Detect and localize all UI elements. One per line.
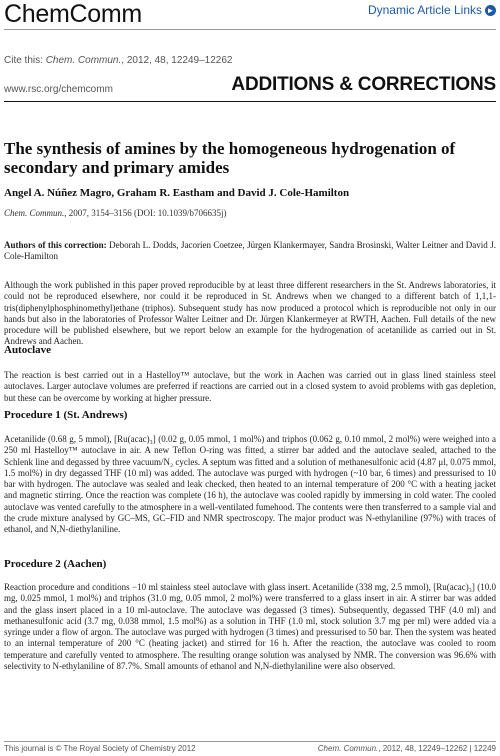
procedure2-heading: Procedure 2 (Aachen) xyxy=(4,558,107,570)
correction-label: Authors of this correction: xyxy=(4,240,107,250)
header-rule xyxy=(4,29,496,30)
journal-name: ChemComm xyxy=(4,0,142,28)
dynamic-article-links[interactable] xyxy=(368,3,496,17)
footer-rule xyxy=(4,741,496,742)
correction-names: Deborah L. Dodds, Jacorien Coetzee, Jürgen Klankermayer, Sandra Brosinski, Walter Leitner and David J. Cole-Hamilton xyxy=(4,240,496,262)
footer-citation xyxy=(318,744,496,753)
forward-arrow-icon[interactable]: ► xyxy=(486,5,495,15)
intro-paragraph: Although the work published in this paper proved reproducible by at least three different researchers in the St. Andrews laboratories, it could not be reproduced elsewhere, nor could it be reproduced in St. Andrews when we changed to a different batch of 1,1,1-tris(diphenylphosphinomethyl)ethane (triphos). Subsequent study has now produced a protocol which is reproducible not only in our hands but also in the laboratories of Professor Walter Leitner and Dr. Jürgen Klankermeyer at RWTH, Aachen. Full details of the new procedure will be published elsewhere, but we report below an example for the hydrogenation of acetanilide as carried out in St. Andrews and Aachen. xyxy=(4,280,496,347)
section-rule xyxy=(4,101,496,102)
dynamic-links-label[interactable]: Dynamic Article Links xyxy=(367,3,482,17)
footer-journal: Chem. Commun. xyxy=(317,744,379,753)
citation-line xyxy=(4,55,232,66)
procedure1-paragraph: Acetanilide (0.68 g, 5 mmol), [Ru(acac)₃] (0.02 g, 0.05 mmol, 1 mol%) and triphos (0.062 g, 0.10 mmol, 2 mol%) were weighed into a 250 ml Hastelloy™ autoclave in air. A new Teflon O-ring was fitted, a stirrer bar added and the autoclave sealed, attached to the Schlenk line and degassed by three vacuum/N₂ cycles. A septum was fitted and a solution of methanesulfonic acid (4.87 μl, 0.075 mmol, 1.5 mol%) in dry degassed THF (10 ml) was added. The autoclave was purged with hydrogen (~10 bar, 6 times) and pressurised to 10 bar with hydrogen. The autoclave was sealed and leak checked, then heated to an internal temperature of 200 °C with a heating jacket and magnetic stirring. Once the reaction was complete (16 h), the autoclave was cooled rapidly by immersing in cold water. The cooled autoclave was vented carefully to the atmosphere in a well-ventilated fumehood. The contents were then transferred to a sample vial and the crude mixture analysed by GC–MS, GC–FID and NMR spectroscopy. The major product was N-ethylaniline (97%) with traces of ethanol, and N,N-diethylaniline. xyxy=(4,434,496,535)
original-reference[interactable] xyxy=(4,208,227,218)
article-authors: Angel A. Núñez Magro, Graham R. Eastham and David J. Cole-Hamilton xyxy=(4,187,350,199)
cite-prefix: Cite this: xyxy=(4,55,46,66)
section-type: ADDITIONS & CORRECTIONS xyxy=(231,74,496,95)
footer-rest: , 2012, 48, 12249–12262 | 12249 xyxy=(378,744,496,753)
procedure1-heading: Procedure 1 (St. Andrews) xyxy=(4,409,128,421)
cite-rest: , 2012, 48, 12249–12262 xyxy=(121,55,233,66)
cite-journal: Chem. Commun. xyxy=(45,55,122,66)
ref-journal: Chem. Commun. xyxy=(4,208,65,218)
ref-rest: , 2007, 3154–3156 (DOI: 10.1039/b706635j) xyxy=(64,208,227,218)
autoclave-heading: Autoclave xyxy=(4,344,52,356)
journal-url[interactable]: www.rsc.org/chemcomm xyxy=(4,84,113,95)
article-title: The synthesis of amines by the homogeneous hydrogenation of secondary and primary amides xyxy=(4,139,456,177)
autoclave-paragraph: The reaction is best carried out in a Hastelloy™ autoclave, but the work in Aachen was carried out in glass lined stainless steel autoclaves. Larger autoclave volumes are preferred if reactions are carried out in a closed system to avoid problems with gas depletion, but these can be overcome by working at higher pressure. xyxy=(4,370,496,403)
procedure2-paragraph: Reaction procedure and conditions −10 ml stainless steel autoclave with glass insert. Acetanilide (338 mg, 2.5 mmol), [Ru(acac)₃] (10.0 mg, 0.025 mmol, 1 mol%) and triphos (31.0 mg, 0.05 mmol, 2 mol%) were transferred to a glass insert in air. A stirrer bar was added and the glass insert placed in a 10 ml-autoclave. The autoclave was degassed (3 times). Subsequently, degassed THF (4.0 ml) and methanesulfonic acid (3.7 mg, 0.038 mmol, 1.5 mol%) as a solution in THF (1.0 ml, stock solution 3.7 mg per ml) were added via a syringe under a flow of argon. The autoclave was purged with hydrogen (3 times) and pressurised to 50 bar. Then the system was heated to an internal temperature of 200 °C (heating jacket) and stirred for 16 h. After the reaction, the autoclave was cooled to room temperature and carefully vented to atmosphere. The resulting orange solution was analysed by NMR. The conversion was 96.6% with selectivity to N-ethylaniline of 87.7%. Small amounts of ethanol and N,N-diethylaniline were also observed. xyxy=(4,582,496,672)
footer-copyright: This journal is © The Royal Society of Chemistry 2012 xyxy=(4,744,196,753)
correction-authors xyxy=(4,240,496,263)
